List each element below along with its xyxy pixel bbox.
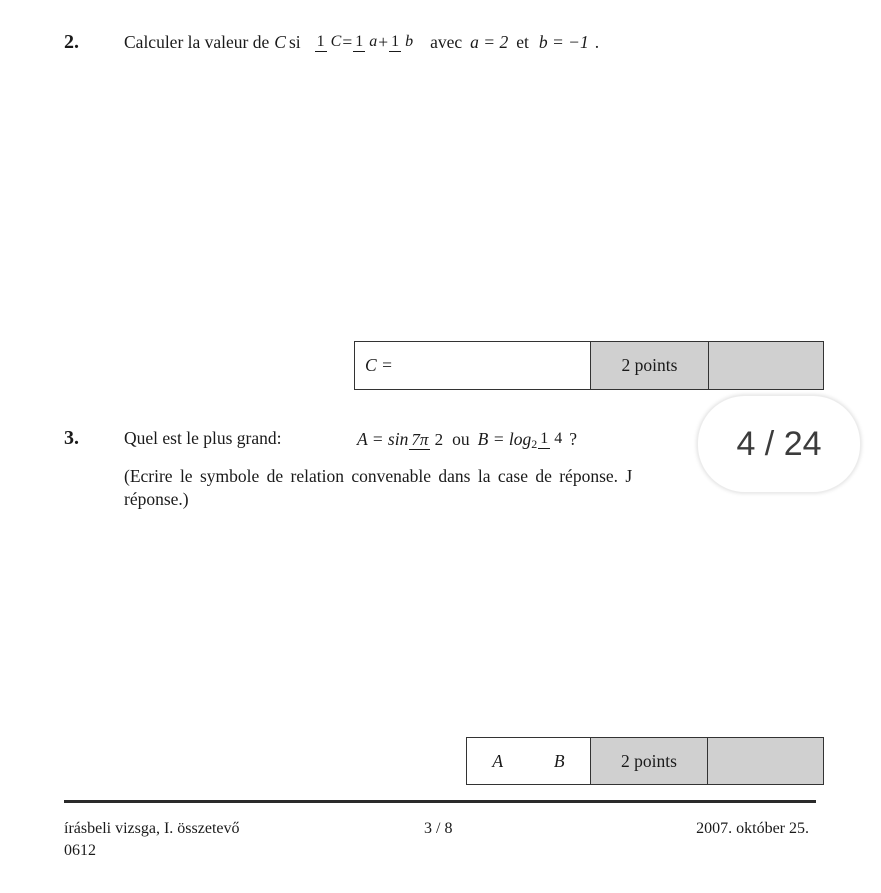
footer-exam-part: írásbeli vizsga, I. összetevő bbox=[64, 820, 240, 837]
b-expression: B = log bbox=[477, 428, 532, 449]
question-3-expression bbox=[357, 416, 577, 462]
avec-word: avec bbox=[430, 31, 463, 52]
answer-box-question-3 bbox=[466, 737, 824, 785]
question-2-text: Calculer la valeur de bbox=[124, 31, 270, 52]
footer-exam-code: 0612 bbox=[64, 842, 96, 859]
variable-c: C bbox=[274, 31, 286, 52]
question-2-number: 2. bbox=[64, 31, 79, 53]
fraction-1-over-4: 1 4 bbox=[540, 430, 563, 447]
score-cell bbox=[708, 342, 823, 389]
question-3-number: 3. bbox=[64, 427, 79, 449]
fraction-1-over-b: 1 b bbox=[391, 33, 414, 50]
question-3-instruction-line-2: réponse.) bbox=[124, 489, 189, 509]
equals-sign: = bbox=[342, 31, 353, 52]
points-cell bbox=[590, 738, 707, 784]
et-word: et bbox=[516, 31, 529, 52]
a-assignment: a = 2 bbox=[470, 31, 509, 52]
log-base: 2 bbox=[531, 436, 538, 451]
b-assignment: b = −1 bbox=[538, 31, 589, 52]
footer-divider bbox=[64, 800, 816, 803]
answer-field-c[interactable] bbox=[355, 342, 590, 389]
points-label: 2 points bbox=[621, 750, 677, 771]
footer-page-number: 3 / 8 bbox=[424, 820, 453, 837]
points-cell bbox=[590, 342, 708, 389]
fraction-1-over-a: 1 a bbox=[355, 33, 378, 50]
fraction-1-over-c: 1 C bbox=[316, 33, 342, 50]
si-word: si bbox=[288, 31, 301, 52]
score-cell bbox=[707, 738, 823, 784]
question-3-text: Quel est le plus grand: bbox=[124, 428, 282, 448]
question-3-instruction-line-1: (Ecrire le symbole de relation convenable dans la case de réponse. J bbox=[124, 466, 633, 486]
footer-date: 2007. október 25. bbox=[696, 820, 809, 837]
answer-label-a: A bbox=[492, 750, 504, 771]
page-indicator: 4 / 24 bbox=[697, 395, 861, 493]
points-label: 2 points bbox=[621, 355, 678, 375]
question-mark: ? bbox=[569, 428, 578, 449]
period: . bbox=[594, 31, 600, 52]
question-2-statement bbox=[124, 22, 599, 62]
plus-sign: + bbox=[378, 31, 389, 52]
ou-word: ou bbox=[452, 428, 470, 449]
answer-field-relation[interactable] bbox=[467, 738, 590, 784]
answer-label-b: B bbox=[553, 750, 565, 771]
answer-box-question-2 bbox=[354, 341, 824, 390]
fraction-7pi-over-2: 7π 2 bbox=[411, 429, 444, 449]
answer-label-c: C = bbox=[365, 355, 393, 375]
a-expression: A = sin bbox=[357, 428, 409, 449]
